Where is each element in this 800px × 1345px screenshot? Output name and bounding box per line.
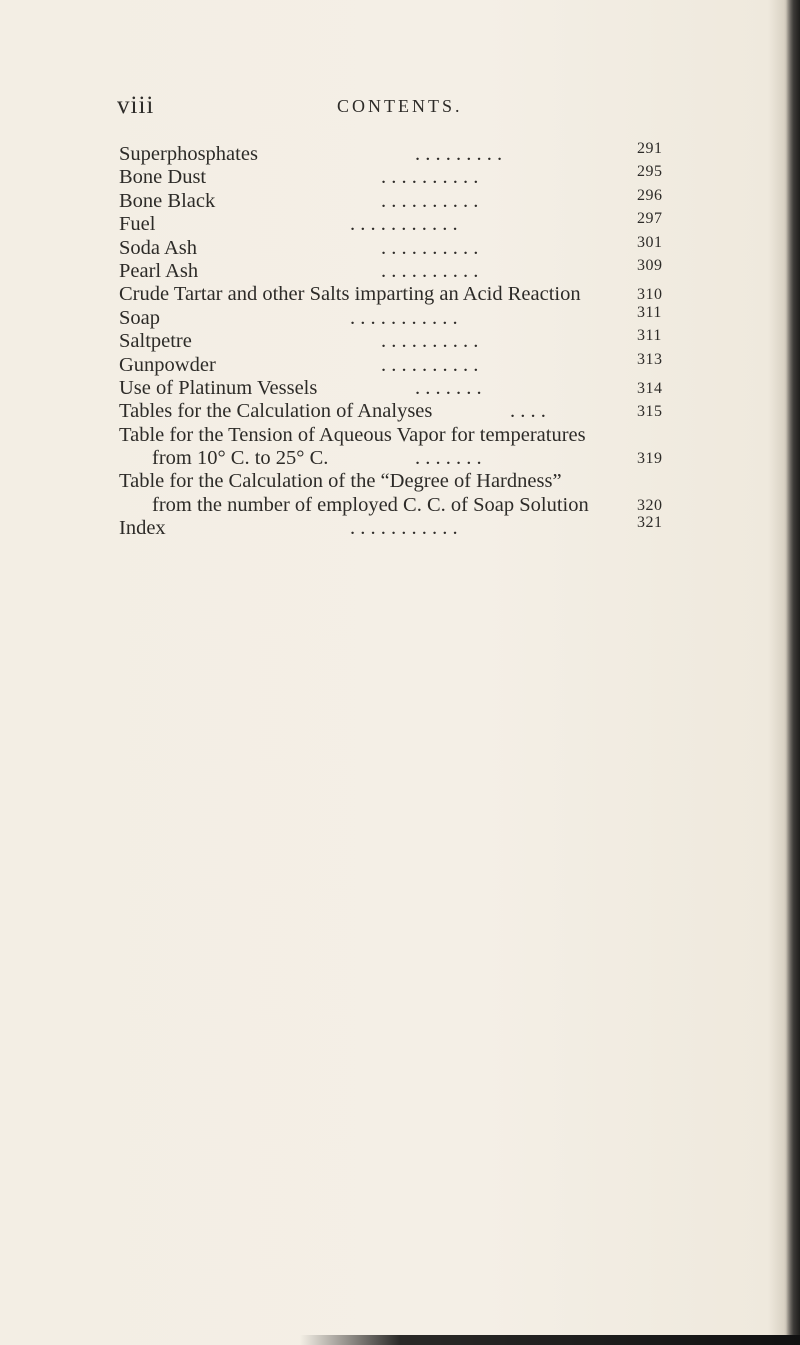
toc-entry: [119, 514, 679, 540]
toc-entry-title: Use of Platinum Vessels: [119, 376, 318, 399]
toc-entry-title: Pearl Ash: [119, 259, 199, 282]
toc-entry: [119, 447, 679, 470]
toc-entry-title: Crude Tartar and other Salts imparting an Acid Reaction: [119, 283, 581, 306]
toc-entry-title: Soap: [119, 306, 160, 329]
toc-entry-title: Table for the Tension of Aqueous Vapor for temperatures: [119, 423, 586, 446]
table-of-contents: [119, 140, 679, 541]
toc-entry-leader: . . . . . . . . . .: [381, 189, 479, 212]
toc-entry-title: Table for the Calculation of the “Degree of Hardness”: [119, 470, 562, 493]
toc-entry-leader: . . . . . . . . . . .: [350, 213, 458, 236]
toc-entry-page: 315: [637, 403, 663, 421]
toc-entry-leader: . . . . . . . . . . .: [350, 306, 458, 329]
toc-entry-title: Saltpetre: [119, 330, 192, 353]
running-head: CONTENTS.: [337, 96, 463, 116]
toc-entry-page: 296: [637, 186, 663, 204]
toc-entry-page: 311: [637, 327, 662, 345]
toc-entry: [119, 350, 679, 377]
toc-entry-title: Bone Dust: [119, 166, 207, 189]
toc-entry-title: Tables for the Calculation of Analyses: [119, 400, 433, 423]
toc-entry: [119, 256, 679, 283]
toc-entry-page: 320: [637, 496, 663, 514]
toc-entry-page: 295: [637, 163, 663, 181]
toc-entry-leader: . . . . . . . . . .: [381, 236, 479, 259]
toc-entry-leader: . . . . . . . . . .: [381, 353, 479, 376]
toc-entry: [119, 400, 679, 423]
toc-entry: [119, 233, 679, 260]
toc-entry-title: Gunpowder: [119, 353, 216, 376]
page-bottom-edge-shadow: [300, 1335, 800, 1345]
toc-entry: [119, 303, 679, 330]
toc-entry-title: Soda Ash: [119, 236, 198, 259]
toc-entry-page: 297: [637, 210, 663, 228]
toc-entry-page: 309: [637, 256, 663, 274]
toc-entry: [119, 283, 679, 306]
page-number: viii: [117, 92, 155, 119]
toc-entry-leader: . . . . . . . . . .: [381, 166, 479, 189]
toc-entry-page: 313: [637, 350, 663, 368]
toc-entry-title: from 10° C. to 25° C.: [152, 447, 329, 470]
toc-entry: [119, 424, 679, 447]
toc-entry-leader: . . . . . . .: [415, 447, 482, 470]
toc-entry-page: 310: [637, 286, 663, 304]
toc-entry-title: Bone Black: [119, 189, 216, 212]
toc-entry: [119, 186, 679, 213]
toc-entry-title: Superphosphates: [119, 143, 258, 165]
toc-entry-leader: . . . . . . .: [415, 376, 482, 399]
toc-entry-leader: . . . . . . . . .: [415, 143, 503, 165]
toc-entry-leader: . . . . . . . . . .: [381, 259, 479, 282]
toc-entry-title: Index: [119, 517, 166, 540]
toc-entry-leader: . . . . . . . . . .: [381, 330, 479, 353]
toc-entry: [119, 163, 679, 189]
toc-entry-page: 314: [637, 379, 663, 397]
toc-entry-page: 319: [637, 450, 663, 468]
toc-entry: [119, 210, 679, 236]
toc-entry-title: from the number of employed C. C. of Soap Solution: [152, 493, 589, 516]
toc-entry: [119, 494, 679, 517]
toc-entry-title: Fuel: [119, 213, 156, 236]
toc-entry-page: 321: [637, 514, 663, 532]
toc-entry-page: 311: [637, 303, 662, 321]
toc-entry-page: 291: [637, 140, 663, 157]
toc-entry: [119, 327, 679, 353]
toc-entry-leader: . . . .: [510, 400, 546, 423]
toc-entry-leader: . . . . . . . . . . .: [350, 517, 458, 540]
toc-entry: [119, 470, 679, 493]
toc-entry: [119, 140, 679, 166]
toc-entry-page: 301: [637, 233, 663, 251]
toc-entry: [119, 377, 679, 400]
page-right-edge-shadow: [786, 0, 800, 1345]
